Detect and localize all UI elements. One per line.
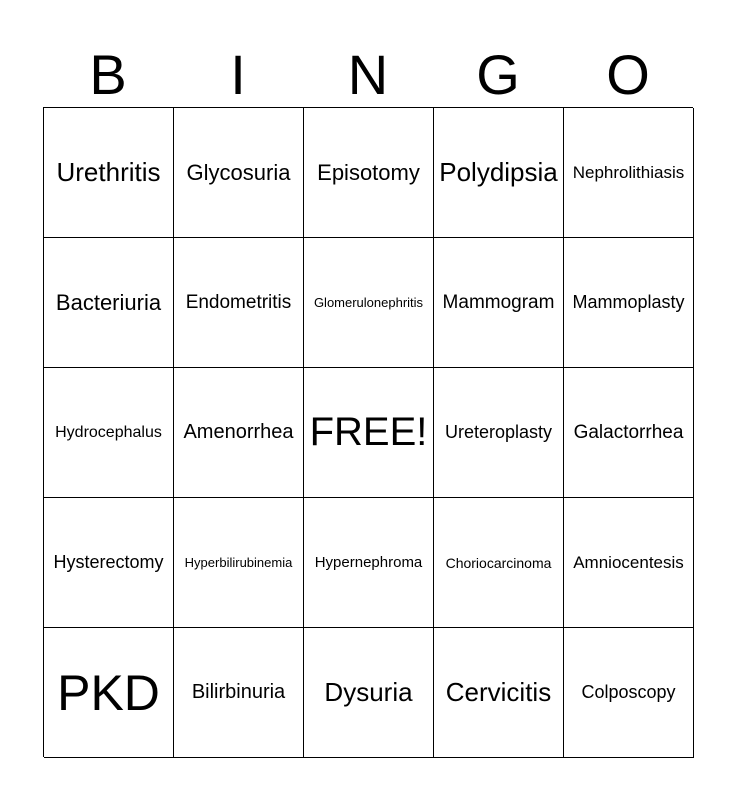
bingo-cell[interactable]: Hyperbilirubinemia [174, 498, 304, 628]
bingo-cell[interactable]: Galactorrhea [564, 368, 694, 498]
bingo-header [43, 44, 693, 106]
bingo-cell[interactable]: Glycosuria [174, 108, 304, 238]
bingo-cell[interactable]: PKD [44, 628, 174, 758]
bingo-cell[interactable]: Hysterectomy [44, 498, 174, 628]
bingo-cell[interactable]: Dysuria [304, 628, 434, 758]
header-letter-b: B [89, 43, 127, 106]
bingo-cell[interactable]: Bacteriuria [44, 238, 174, 368]
bingo-board [43, 107, 693, 757]
bingo-cell[interactable]: Episotomy [304, 108, 434, 238]
bingo-cell[interactable]: Urethritis [44, 108, 174, 238]
bingo-cell[interactable]: Hypernephroma [304, 498, 434, 628]
header-letter-g: G [476, 43, 520, 106]
header-letter-n: N [347, 43, 389, 106]
bingo-cell[interactable]: Colposcopy [564, 628, 694, 758]
free-space[interactable]: FREE! [304, 368, 434, 498]
bingo-cell[interactable]: Mammogram [434, 238, 564, 368]
bingo-cell[interactable]: Hydrocephalus [44, 368, 174, 498]
bingo-cell[interactable]: Ureteroplasty [434, 368, 564, 498]
header-letter-o: O [606, 43, 650, 106]
bingo-cell[interactable]: Endometritis [174, 238, 304, 368]
bingo-cell[interactable]: Amenorrhea [174, 368, 304, 498]
header-letter-i: I [230, 43, 246, 106]
bingo-cell[interactable]: Cervicitis [434, 628, 564, 758]
bingo-cell[interactable]: Mammoplasty [564, 238, 694, 368]
bingo-cell[interactable]: Choriocarcinoma [434, 498, 564, 628]
bingo-cell[interactable]: Bilirbinuria [174, 628, 304, 758]
bingo-cell[interactable]: Polydipsia [434, 108, 564, 238]
bingo-cell[interactable]: Nephrolithiasis [564, 108, 694, 238]
bingo-cell[interactable]: Amniocentesis [564, 498, 694, 628]
bingo-cell[interactable]: Glomerulonephritis [304, 238, 434, 368]
